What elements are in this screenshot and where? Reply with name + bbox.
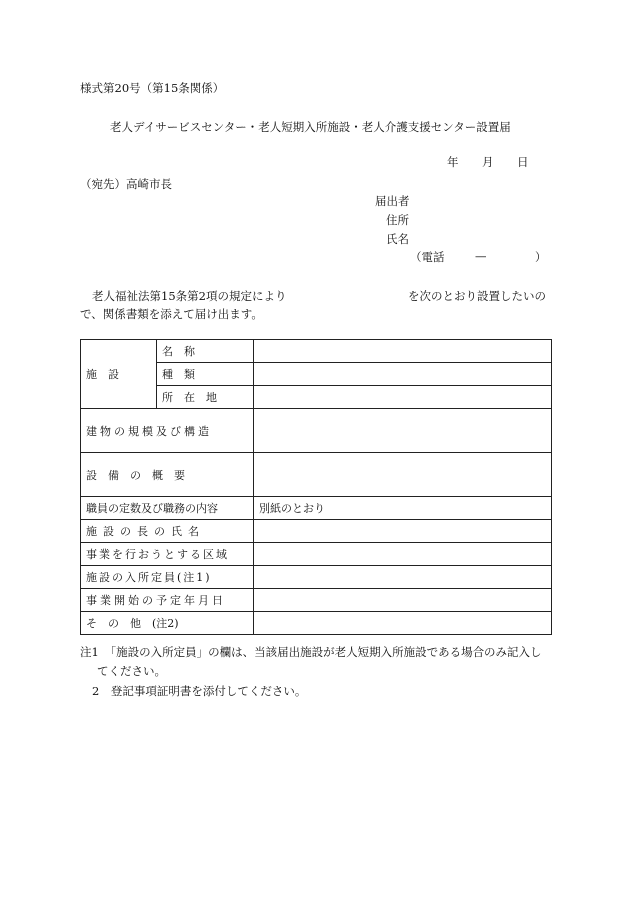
facility-name-label: 名 称 <box>157 340 254 363</box>
facility-name-value[interactable] <box>254 340 552 363</box>
building-value[interactable] <box>254 409 552 453</box>
applicant-address-label: 住所 <box>386 213 409 227</box>
equipment-label: 設 備 の 概 要 <box>81 453 254 497</box>
addressee: （宛先）高崎市長 <box>80 177 172 191</box>
phone-dash: — <box>475 249 487 263</box>
area-value[interactable] <box>254 543 552 566</box>
facility-type-label: 種 類 <box>157 363 254 386</box>
form-number: 様式第20号（第15条関係） <box>80 81 225 95</box>
area-label: 事業を行おうとする区域 <box>81 543 254 566</box>
date-day-label: 日 <box>517 155 529 169</box>
capacity-value[interactable] <box>254 566 552 589</box>
applicant-heading: 届出者 <box>375 194 410 208</box>
note-1: 注1 「施設の入所定員」の欄は、当該届出施設が老人短期入所施設である場合のみ記入し <box>80 645 542 659</box>
facility-form-table <box>80 339 552 635</box>
phone-open: （電話 <box>410 250 445 264</box>
note-1-continued: てください。 <box>97 664 166 678</box>
body-line2: で、関係書類を添えて届け出ます。 <box>80 307 263 321</box>
date-year-label: 年 <box>447 155 459 169</box>
facility-location-label: 所 在 地 <box>157 386 254 409</box>
phone-close: ） <box>535 250 547 264</box>
facility-type-value[interactable] <box>254 363 552 386</box>
director-label: 施設の長の氏名 <box>81 520 254 543</box>
facility-group-label: 施 設 <box>81 340 157 409</box>
director-value[interactable] <box>254 520 552 543</box>
body-line1-right: を次のとおり設置したいの <box>408 289 546 303</box>
applicant-name-label: 氏名 <box>386 232 409 246</box>
other-value[interactable] <box>254 612 552 635</box>
capacity-label: 施設の入所定員(注1) <box>81 566 254 589</box>
staff-value[interactable]: 別紙のとおり <box>254 497 552 520</box>
date-month-label: 月 <box>482 155 494 169</box>
building-label: 建物の規模及び構造 <box>81 409 254 453</box>
document-title: 老人デイサービスセンター・老人短期入所施設・老人介護支援センター設置届 <box>110 120 511 134</box>
staff-label: 職員の定数及び職務の内容 <box>81 497 254 520</box>
note-2: 2 登記事項証明書を添付してください。 <box>92 684 307 698</box>
start-date-label: 事業開始の予定年月日 <box>81 589 254 612</box>
start-date-value[interactable] <box>254 589 552 612</box>
other-label: そ の 他 (注2) <box>81 612 254 635</box>
body-line1-left: 老人福祉法第15条第2項の規定により <box>92 289 287 303</box>
equipment-value[interactable] <box>254 453 552 497</box>
facility-location-value[interactable] <box>254 386 552 409</box>
